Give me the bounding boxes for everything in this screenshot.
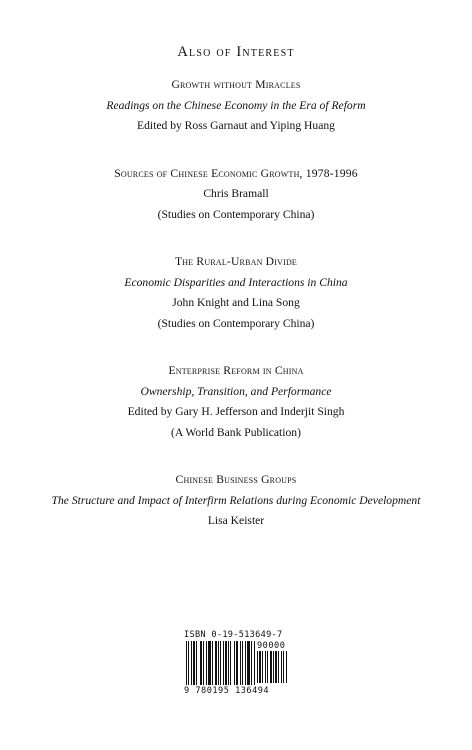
barcode-bar [267,651,268,683]
barcode-bar [218,641,219,685]
barcode-bar [245,641,246,685]
barcode-bar [286,651,287,683]
barcode-bar [234,641,235,685]
book-title: Chinese Business Groups [175,473,297,486]
barcode-bar [212,641,213,685]
price-addon-code: 90000 [257,641,286,651]
barcode-bar [254,641,255,685]
barcode-bar [257,651,258,683]
isbn-number: ISBN 0-19-513649-7 [184,630,283,640]
book-entry [0,164,472,226]
barcode-bar [262,651,263,683]
barcode-bar [186,641,187,685]
book-entry [0,470,472,532]
book-title: The Rural-Urban Divide [174,255,298,268]
book-title: Sources of Chinese Economic Growth, 1978-1996 [114,166,358,180]
barcode-bar [188,641,189,685]
page-heading: Also of Interest [177,44,295,60]
barcode-bar [273,651,274,683]
barcode-bar [240,641,241,685]
barcode-bar [206,641,207,685]
barcode-bar [220,641,221,685]
barcode-bar [223,641,224,685]
barcode-bar [251,641,252,685]
book-series: (Studies on Contemporary China) [157,316,315,330]
book-series: (Studies on Contemporary China) [157,207,315,221]
barcode-bar [281,651,282,683]
book-subtitle: Economic Disparities and Interactions in China [124,275,348,289]
barcode-bar [208,641,211,685]
barcode-bar [228,641,229,685]
barcode-bar [242,641,243,685]
barcode-bar [200,641,202,685]
barcode-bar [191,641,192,685]
barcode-bar [203,641,204,685]
barcode-bar [283,651,284,683]
barcode-bar [236,641,238,685]
barcode-bar [215,641,217,685]
barcode-bar [265,651,266,683]
book-title: Growth without Miracles [171,78,301,91]
book-series: (A World Bank Publication) [171,425,301,439]
book-author: John Knight and Lina Song [172,296,300,309]
book-subtitle: Readings on the Chinese Economy in the Era of Reform [106,98,366,112]
book-author: Edited by Gary H. Jefferson and Inderjit Singh [127,405,345,418]
ean-barcode-bars [186,641,256,685]
book-entry [0,75,472,137]
isbn-barcode [184,630,296,700]
barcode-bar [275,651,277,683]
barcode-bar [278,651,279,683]
book-title: Enterprise Reform in China [168,364,304,377]
book-subtitle: Ownership, Transition, and Performance [140,384,332,398]
book-subtitle: The Structure and Impact of Interfirm Relations during Economic Development [51,493,421,507]
barcode-bar [225,641,227,685]
barcode-bar [270,651,272,683]
barcode-bar [247,641,250,685]
book-author: Lisa Keister [207,514,265,527]
book-entry [0,252,472,334]
book-entry [0,361,472,443]
barcode-bar [193,641,195,685]
book-list [0,75,472,559]
barcode-bar [230,641,231,685]
ean-digits: 9 780195 136494 [184,686,270,696]
barcode-bar [196,641,197,685]
book-author: Chris Bramall [203,187,269,200]
book-author: Edited by Ross Garnaut and Yiping Huang [137,119,335,132]
barcode-bar [259,651,261,683]
addon-barcode-bars [257,651,294,683]
